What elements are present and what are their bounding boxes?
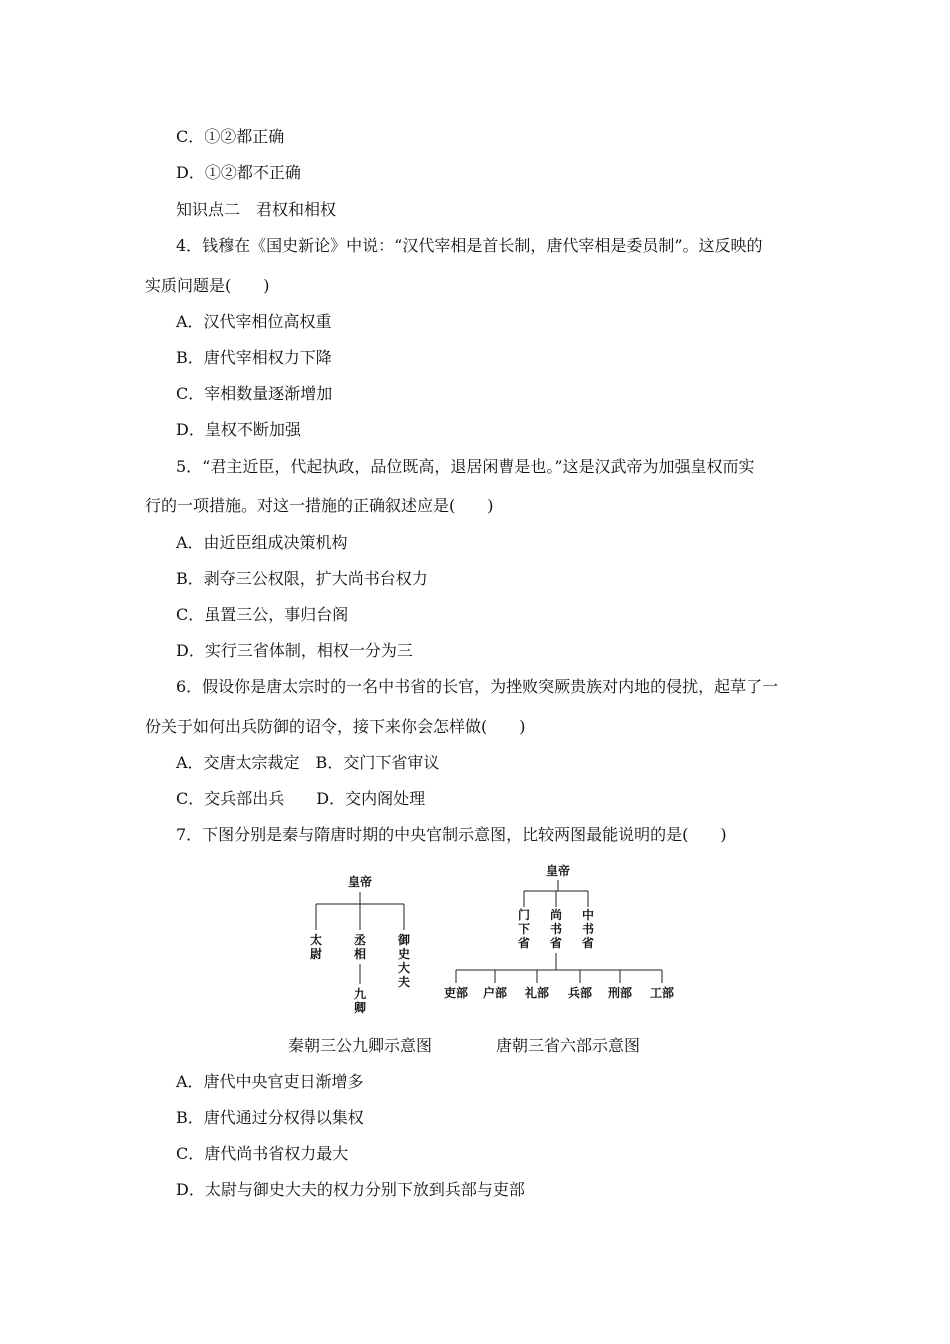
q4-option-c: C．宰相数量逐渐增加 [176,384,333,403]
q5-stem-line2: 行的一项措施。对这一措施的正确叙述应是( ) [145,496,494,515]
tang-ministry-li-rites: 礼部 [524,986,550,1000]
tang-zhongshu-3: 省 [581,936,595,950]
tang-zhongshu-2: 书 [581,922,595,936]
q5-option-a: A．由近臣组成决策机构 [176,533,348,552]
qin-emperor: 皇帝 [347,875,373,889]
qin-jiuqing-1: 九 [353,987,367,1001]
tang-emperor: 皇帝 [545,864,571,878]
tang-shangshu-1: 尚 [549,908,563,922]
q4-option-a: A．汉代宰相位高权重 [176,312,332,331]
q6-stem-line1: 6．假设你是唐太宗时的一名中书省的长官，为挫败突厥贵族对内地的侵扰，起草了一 [176,677,779,696]
section-heading: 知识点二 君权和相权 [176,200,337,219]
q7-stem: 7．下图分别是秦与隋唐时期的中央官制示意图，比较两图最能说明的是( ) [176,825,727,844]
qin-jiuqing-2: 卿 [353,1001,367,1015]
q7-option-b: B．唐代通过分权得以集权 [176,1108,364,1127]
q6-options-ab: A．交唐太宗裁定 B．交门下省审议 [176,753,440,772]
q5-option-d: D．实行三省体制，相权一分为三 [176,641,413,660]
qin-chengxiang-1: 丞 [353,933,367,947]
q3-option-c: C．①②都正确 [176,127,285,146]
q6-stem-line2: 份关于如何出兵防御的诏令，接下来你会怎样做( ) [145,717,526,736]
qin-yushi-3: 大 [397,961,411,975]
q5-option-c: C．虽置三公，事归台阁 [176,605,349,624]
qin-yushi-4: 夫 [397,975,411,989]
tang-ministry-hu: 户部 [482,986,508,1000]
tang-zhongshu-1: 中 [581,908,595,922]
q7-option-d: D．太尉与御史大夫的权力分别下放到兵部与吏部 [176,1180,525,1199]
q5-option-b: B．剥夺三公权限，扩大尚书台权力 [176,569,428,588]
qin-taiwei-2: 尉 [309,947,323,961]
qin-chengxiang-2: 相 [353,947,367,961]
tang-diagram [440,855,690,1005]
tang-shangshu-3: 省 [549,936,563,950]
tang-menxia-3: 省 [517,936,531,950]
qin-taiwei-1: 太 [309,933,323,947]
q3-option-d: D．①②都不正确 [176,163,301,182]
qin-yushi-2: 史 [397,947,411,961]
q7-option-a: A．唐代中央官吏日渐增多 [176,1072,364,1091]
q4-stem-line2: 实质问题是( ) [145,276,270,295]
tang-shangshu-2: 书 [549,922,563,936]
qin-yushi-1: 御 [397,933,411,947]
q4-option-b: B．唐代宰相权力下降 [176,348,332,367]
q7-option-c: C．唐代尚书省权力最大 [176,1144,349,1163]
qin-diagram-caption: 秦朝三公九卿示意图 [288,1036,433,1055]
q5-stem-line1: 5．“君主近臣，代起执政，品位既高，退居闲曹是也。”这是汉武帝为加强皇权而实 [176,457,755,476]
tang-menxia-1: 门 [517,908,531,922]
tang-ministry-li: 吏部 [443,986,469,1000]
tang-menxia-2: 下 [517,922,531,936]
tang-diagram-caption: 唐朝三省六部示意图 [496,1036,641,1055]
tang-ministry-gong: 工部 [649,986,675,1000]
qin-diagram [300,862,430,1022]
q4-stem-line1: 4．钱穆在《国史新论》中说：“汉代宰相是首长制，唐代宰相是委员制”。这反映的 [176,236,763,255]
tang-ministry-bing: 兵部 [567,986,593,1000]
q4-option-d: D．皇权不断加强 [176,420,301,439]
tang-ministry-xing: 刑部 [607,986,633,1000]
q6-options-cd: C．交兵部出兵 D．交内阁处理 [176,789,426,808]
